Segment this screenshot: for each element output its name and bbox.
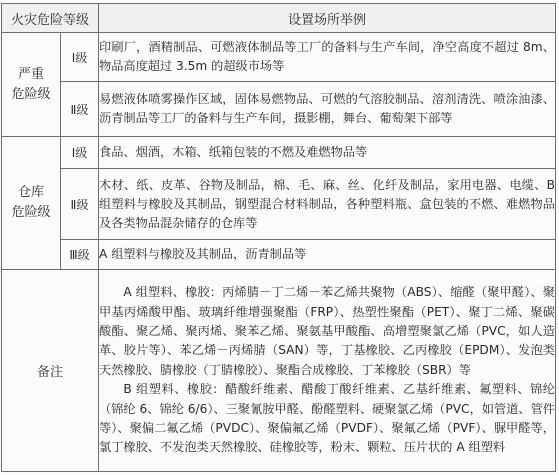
note-row	[2, 270, 556, 472]
example-text: 木材、纸、皮革、谷物及制品，棉、毛、麻、丝、化纤及制品，家用电器、电缆、B 组塑料与橡胶及其制品，钢塑混合材料制品，各种塑料瓶、盒包装的不燃、难燃物品及各类物品混杂储存的仓库等	[99, 169, 556, 240]
table-row	[2, 33, 556, 82]
header-examples: 设置场所举例	[99, 4, 556, 33]
example-text: 食品、烟酒，木箱、纸箱包装的不燃及难燃物品等	[99, 137, 556, 169]
category-warehouse: 仓库 危险级	[2, 137, 61, 270]
table-row	[2, 169, 556, 240]
example-text: A 组塑料与橡胶及其制品，沥青制品等	[99, 240, 556, 270]
note-label: 备注	[2, 270, 99, 472]
note-paragraph-b: B 组塑料、橡胶：醋酸纤维素、醋酸丁酸纤维素、乙基纤维素、氟塑料、锦纶（锦纶 6、锦纶 6/6）、三聚氰胺甲醛、酚醛塑料、硬聚氯乙烯（PVC，如管道、管件等）、聚偏二氟乙烯（PVDC）、聚偏氟乙烯（PVDF）、聚氟乙烯（PVF）、脲甲醛等，氯丁橡胶、不发泡类天然橡胶、硅橡胶等，粉末、颗粒、压片状的 A 组塑料	[99, 382, 555, 455]
level-label: Ⅱ级	[61, 82, 99, 137]
level-label: Ⅰ级	[61, 137, 99, 169]
header-hazard-level: 火灾危险等级	[2, 4, 99, 33]
fire-hazard-classification-table	[1, 3, 556, 472]
table-row	[2, 82, 556, 137]
note-paragraph-a: A 组塑料、橡胶：丙烯腈－丁二烯－苯乙烯共聚物（ABS）、缩醛（聚甲醛）、聚甲基丙烯酸甲酯、玻璃纤维增强聚酯（FRP）、热塑性聚酯（PET）、聚丁二烯、聚碳酸酯、聚乙烯、聚丙烯、聚苯乙烯、聚氨基甲酸酯、高增塑聚氯乙烯（PVC，如人造革、胶片等）、苯乙烯－丙烯腈（SAN）等，丁基橡胶、乙丙橡胶（EPDM）、发泡类天然橡胶、腈橡胶（丁腈橡胶）、聚酯合成橡胶、丁苯橡胶（SBR）等	[99, 285, 555, 377]
table-row	[2, 240, 556, 270]
table-row	[2, 137, 556, 169]
example-text: 印刷厂，酒精制品、可燃液体制品等工厂的备料与生产车间，净空高度不超过 8m、物品高度超过 3.5m 的超级市场等	[99, 33, 556, 82]
example-text: 易燃液体喷雾操作区域，固体易燃物品、可燃的气溶胶制品、溶剂清洗、喷涂油漆、沥青制品等工厂的备料与生产车间，摄影棚，舞台、葡萄架下部等	[99, 82, 556, 137]
level-label: Ⅱ级	[61, 169, 99, 240]
note-text	[99, 270, 556, 472]
level-label: Ⅰ级	[61, 33, 99, 82]
category-severe: 严重 危险级	[2, 33, 61, 137]
header-row	[2, 4, 556, 33]
level-label: Ⅲ级	[61, 240, 99, 270]
